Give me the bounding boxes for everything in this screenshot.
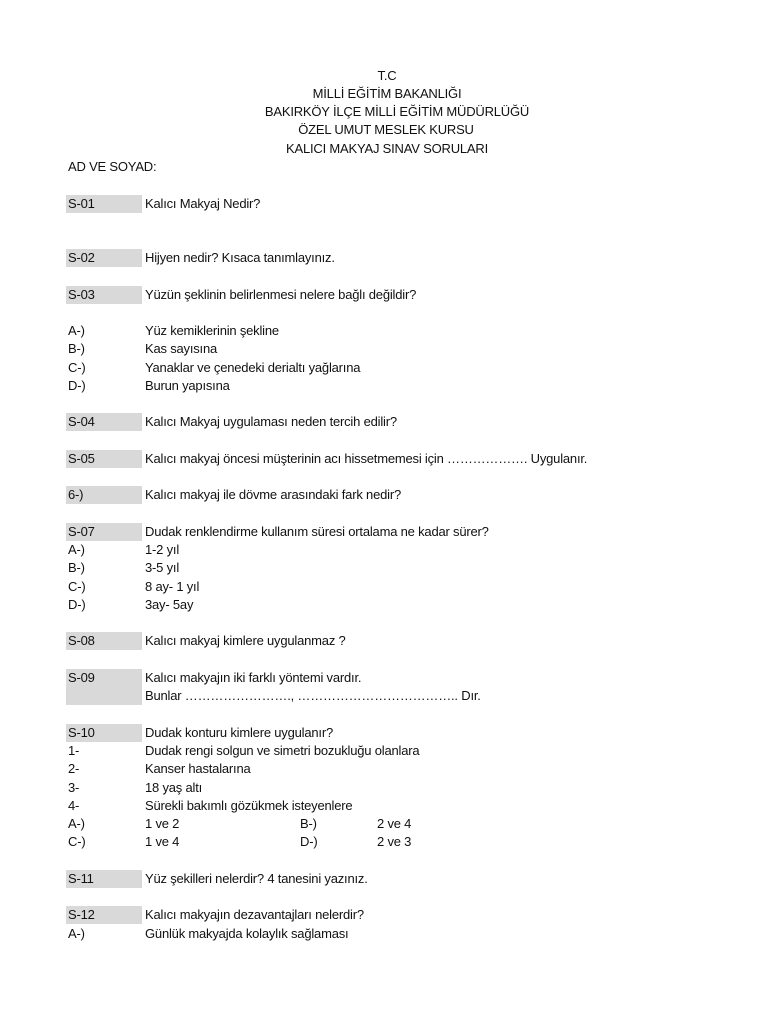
question-text-continued: Bunlar ……………………., ……………………………….. Dır.: [145, 688, 481, 703]
header-exam-title: KALICI MAKYAJ SINAV SORULARI: [286, 141, 488, 156]
option-text: 1-2 yıl: [145, 542, 180, 557]
option-text: Yanaklar ve çenedeki derialtı yağlarına: [145, 360, 361, 375]
question-text: Dudak konturu kimlere uygulanır?: [145, 725, 333, 740]
question-text: Hijyen nedir? Kısaca tanımlayınız.: [145, 250, 335, 265]
item-key: 4-: [68, 798, 80, 813]
option-text: 2 ve 3: [377, 834, 412, 849]
question-label: S-10: [68, 725, 95, 740]
item-text: Kanser hastalarına: [145, 761, 251, 776]
question-label: S-03: [68, 287, 95, 302]
question-text: Kalıcı Makyaj uygulaması neden tercih edilir?: [145, 414, 397, 429]
option-key: A-): [68, 323, 85, 338]
option-text: 2 ve 4: [377, 816, 412, 831]
question-label: S-04: [68, 414, 95, 429]
question-text: Yüz şekilleri nelerdir? 4 tanesini yazınız.: [145, 871, 368, 886]
option-key: B-): [68, 341, 85, 356]
option-key: C-): [68, 579, 86, 594]
header-line-1: T.C: [377, 68, 397, 83]
header-directorate: BAKIRKÖY İLÇE MİLLİ EĞİTİM MÜDÜRLÜĞÜ: [264, 104, 530, 119]
question-text: Kalıcı makyajın iki farklı yöntemi vardır.: [145, 670, 362, 685]
question-label: 6-): [68, 487, 84, 502]
option-key: C-): [68, 834, 86, 849]
question-label: S-09: [68, 670, 95, 685]
item-key: 1-: [68, 743, 80, 758]
item-text: Dudak rengi solgun ve simetri bozukluğu olanlara: [145, 743, 420, 758]
option-text: 3ay- 5ay: [145, 597, 194, 612]
option-text: Burun yapısına: [145, 378, 230, 393]
header-ministry: MİLLİ EĞİTİM BAKANLIĞI: [312, 86, 462, 101]
question-text: Yüzün şeklinin belirlenmesi nelere bağlı değildir?: [145, 287, 417, 302]
option-key: A-): [68, 542, 85, 557]
option-key: A-): [68, 816, 85, 831]
option-text: Kas sayısına: [145, 341, 218, 356]
question-label: S-07: [68, 524, 95, 539]
option-text: 8 ay- 1 yıl: [145, 579, 200, 594]
question-label: S-02: [68, 250, 95, 265]
question-label: S-11: [68, 871, 94, 886]
question-text: Kalıcı makyaj öncesi müşterinin acı hissetmemesi için ………………. Uygulanır.: [145, 451, 588, 466]
option-key: D-): [300, 834, 318, 849]
option-key: D-): [68, 378, 86, 393]
question-text: Kalıcı makyaj ile dövme arasındaki fark nedir?: [145, 487, 401, 502]
option-key: B-): [300, 816, 317, 831]
question-label: S-01: [68, 196, 95, 211]
question-text: Kalıcı Makyaj Nedir?: [145, 196, 261, 211]
option-text: Yüz kemiklerinin şekline: [145, 323, 279, 338]
question-text: Kalıcı makyaj kimlere uygulanmaz ?: [145, 633, 346, 648]
option-key: C-): [68, 360, 86, 375]
option-text: Günlük makyajda kolaylık sağlaması: [145, 926, 349, 941]
question-label: S-08: [68, 633, 95, 648]
question-label: S-05: [68, 451, 95, 466]
option-key: A-): [68, 926, 85, 941]
name-field-label: AD VE SOYAD:: [68, 159, 157, 174]
option-key: B-): [68, 560, 85, 575]
option-key: D-): [68, 597, 86, 612]
question-label: S-12: [68, 907, 95, 922]
header-school: ÖZEL UMUT MESLEK KURSU: [298, 122, 474, 137]
item-key: 3-: [68, 780, 80, 795]
item-key: 2-: [68, 761, 80, 776]
item-text: Sürekli bakımlı gözükmek isteyenlere: [145, 798, 353, 813]
item-text: 18 yaş altı: [145, 780, 203, 795]
option-text: 1 ve 2: [145, 816, 180, 831]
option-text: 3-5 yıl: [145, 560, 180, 575]
question-text: Kalıcı makyajın dezavantajları nelerdir?: [145, 907, 364, 922]
question-text: Dudak renklendirme kullanım süresi ortalama ne kadar sürer?: [145, 524, 489, 539]
option-text: 1 ve 4: [145, 834, 180, 849]
